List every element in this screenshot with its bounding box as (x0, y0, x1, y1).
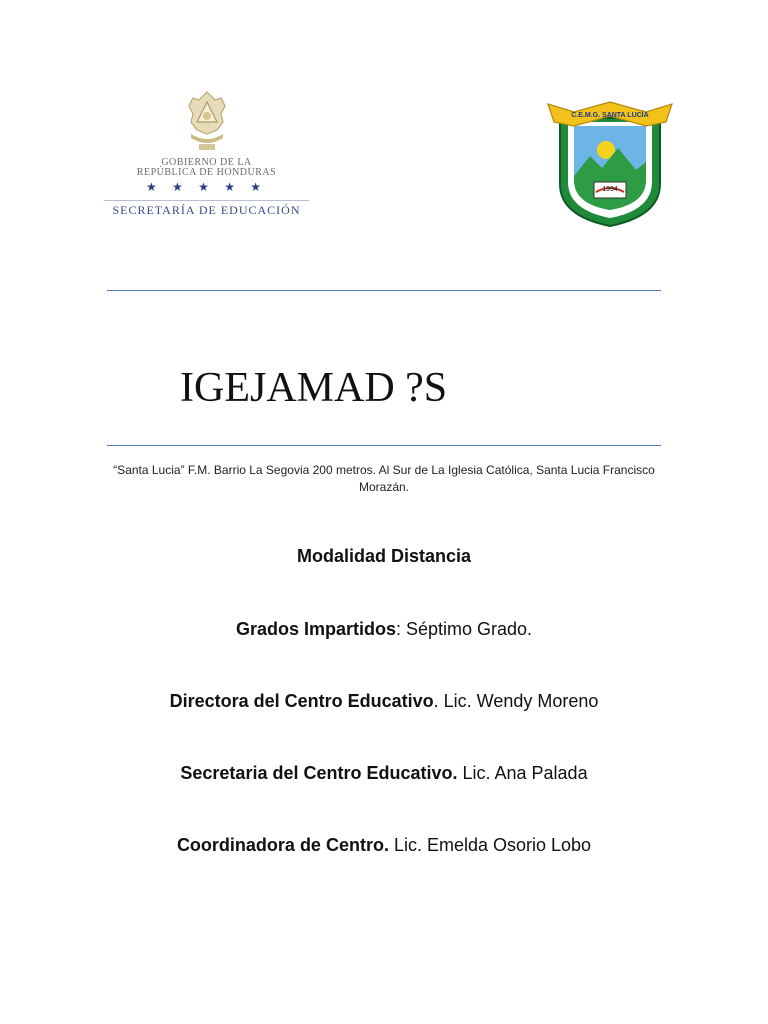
divider-bottom (107, 445, 661, 446)
secretaria-line (40, 761, 728, 785)
government-logo (104, 88, 309, 218)
government-line-1: GOBIERNO DE LA (161, 157, 252, 168)
directora-line (40, 689, 728, 713)
secretaria-label: Secretaria del Centro Educativo. (180, 763, 458, 783)
modalidad-line (40, 544, 728, 568)
school-crest-logo (544, 92, 676, 228)
directora-label: Directora del Centro Educativo (169, 691, 434, 711)
government-line-2: REPÚBLICA DE HONDURAS (136, 167, 277, 178)
crest-banner-text: C.E.M.G. SANTA LUCÍA (571, 112, 649, 119)
grados-label: Grados Impartidos (235, 619, 396, 639)
school-name-title: IGEJAMAD ?S (180, 365, 448, 411)
grados-value: : Séptimo Grado. (395, 619, 533, 639)
secretaria-value: Lic. Ana Palada (457, 763, 588, 783)
coordinadora-value: Lic. Emelda Osorio Lobo (388, 835, 592, 855)
coordinadora-line (40, 833, 728, 857)
modalidad-label: Modalidad Distancia (296, 546, 472, 566)
school-address: “Santa Lucia” F.M. Barrio La Segovia 200 metros. Al Sur de La Iglesia Católica, Santa Lucia Francisco Morazán. (113, 463, 655, 494)
coat-of-arms-icon (177, 88, 237, 154)
crest-year: 1994 (602, 186, 618, 193)
secretaria-educacion-label: SECRETARÍA DE EDUCACIÓN (104, 200, 309, 217)
directora-value: . Lic. Wendy Moreno (433, 691, 599, 711)
divider-top (107, 290, 661, 291)
stars-icon: ★ ★ ★ ★ ★ (145, 180, 268, 194)
coordinadora-label: Coordinadora de Centro. (176, 835, 389, 855)
grados-line (40, 617, 728, 641)
